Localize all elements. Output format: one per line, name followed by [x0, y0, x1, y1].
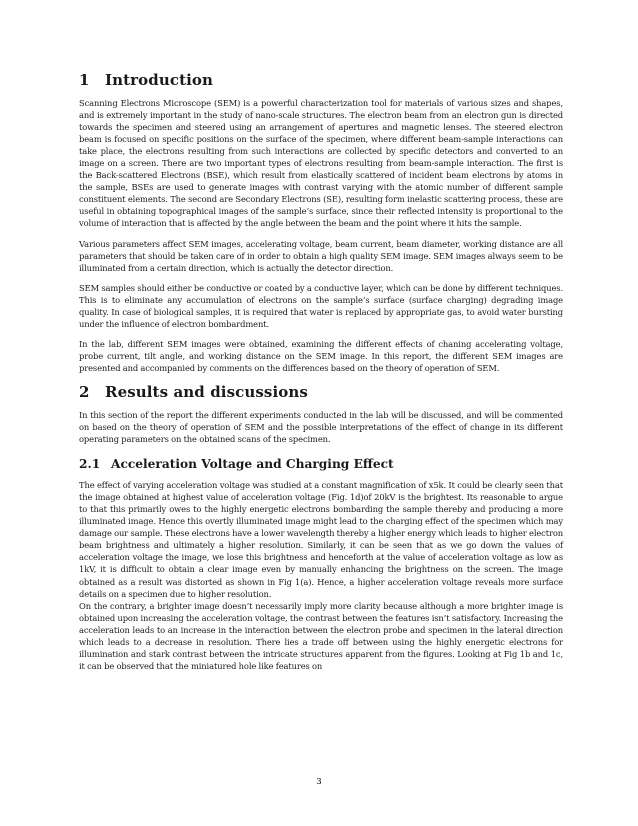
subsection-title: Acceleration Voltage and Charging Effect	[111, 457, 394, 472]
paragraph: In the lab, different SEM images were obtained, examining the different effects of chaning accelerating voltage, probe current, tilt angle, and working distance on the SEM image. In this report, the different SEM images are presented and accompanied by comments on the differences based on the theory of operation of SEM.	[79, 338, 563, 373]
paragraph: Scanning Electrons Microscope (SEM) is a powerful characterization tool for materials of various sizes and shapes, and is extremely important in the study of nano-scale structures. The electron beam from an electron gun is directed towards the specimen and steered using an arrangement of apertures and magnetic lenses. The steered electron beam is focused on specific positions on the surface of the specimen, where different beam-sample interactions can take place, the electrons resulting from such interactions are collected by specific detectors and converted to an image on a screen. There are two important types of electrons resulting from beam-sample interaction. The first is the Back-scattered Electrons (BSE), which result from elastically scattered of incident beam electrons by atoms in the sample, BSEs are used to generate images with contrast varying with the atomic number of different sample constituent elements. The second are Secondary Electrons (SE), resulting form inelastic scattering process, these are useful in obtaining topographical images of the sample’s surface, since their reflected intensity is proportional to the volume of interaction that is affected by the angle between the beam and the point where it hits the sample.	[79, 98, 563, 229]
paragraph: Various parameters affect SEM images, accelerating voltage, beam current, beam diameter, working distance are all parameters that should be taken care of in order to obtain a high quality SEM image. SEM images always seem to be illuminated from a certain direction, which is actually the detector direction.	[79, 238, 563, 273]
section-heading-results	[79, 382, 563, 402]
paragraph: On the contrary, a brighter image doesn’t necessarily imply more clarity because although a more brighter image is obtained upon increasing the acceleration voltage, the contrast between the features isn’t satisfactory. Increasing the acceleration leads to an increase in the interaction between the electron probe and specimen in the lateral direction which leads to a decrease in resolution. There lies a trade off between using the highly energetic electrons for illumination and stark contrast between the intricate structures apparent from the figures. Looking at Fig 1b and 1c, it can be observed that the miniatured hole like features on	[79, 600, 563, 671]
section-title: Introduction	[105, 71, 214, 89]
page-number: 3	[316, 777, 322, 787]
section-number: 2	[79, 382, 90, 401]
section-heading-introduction	[79, 70, 563, 90]
subsection-heading-acceleration-voltage	[79, 456, 563, 473]
section-number: 1	[79, 71, 90, 89]
paragraph: SEM samples should either be conductive or coated by a conductive layer, which can be done by different techniques. This is to eliminate any accumulation of electrons on the sample’s surface (surface charging) degrading image quality. In case of biological samples, it is required that water is replaced by appropriate gas, to avoid water bursting under the influence of electron bombardment.	[79, 282, 563, 329]
paragraph: The effect of varying acceleration voltage was studied at a constant magnification of x5k. It could be clearly seen that the image obtained at highest value of acceleration voltage (Fig. 1d)of 20kV is the brightest. Its reasonable to argue to that this primarily owes to the highly energetic electrons bombarding the sample thereby and producing a more illuminated image. Hence this overtly illuminated image might lead to the charging effect of the specimen which may damage our sample. These electrons have a lower wavelength thereby a higher energy which leads to higher electron beam brightness and ultimately a higher resolution. Similarly, it can be seen that as we go down the values of acceleration voltage the image, we lose this brightness and henceforth at the value of acceleration voltage as low as 1kV, it is difficult to obtain a clear image even by manually enhancing the brightness on the screen. The image obtained as a result was distorted as shown in Fig 1(a). Hence, a higher acceleration voltage reveals more surface details on a specimen due to higher resolution.	[79, 480, 563, 599]
section-title: Results and discussions	[105, 382, 308, 401]
paragraph: In this section of the report the different experiments conducted in the lab will be discussed, and will be commented on based on the theory of operation of SEM and the possible interpretations of the effect of change in its different operating parameters on the obtained scans of the specimen.	[79, 409, 563, 445]
subsection-number: 2.1	[79, 457, 101, 472]
